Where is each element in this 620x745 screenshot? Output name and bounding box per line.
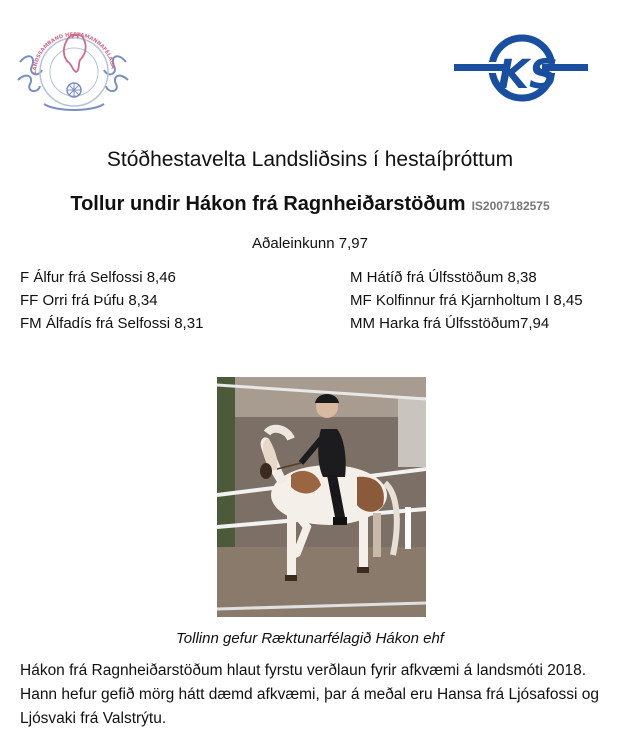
description: Hákon frá Ragnheiðarstöðum hlaut fyrstu verðlaun fyrir afkvæmi á landsmóti 2018. Hann hefur gefið mörg hátt dæmd afkvæmi, þar á meðal eru Hansa frá Ljósafossi og Ljósvaki frá Valstrýtu. — [20, 662, 599, 727]
page-title: Stóðhestavelta Landsliðsins í hestaíþróttum — [106, 148, 514, 171]
pedigree-dam-side — [350, 266, 583, 335]
seal-icon — [14, 22, 132, 114]
horse-heading — [0, 193, 620, 216]
ks-logo — [450, 28, 590, 106]
ks-logo-text: KS — [498, 52, 558, 98]
photo-caption: Tollinn gefur Ræktunarfélagið Hákon ehf — [176, 630, 444, 647]
pedigree-sire-sire: FF Orri frá Þúfu 8,34 — [20, 292, 158, 309]
pedigree-sire: F Álfur frá Selfossi 8,46 — [20, 269, 176, 286]
pedigree-sire-dam: FM Álfadís frá Selfossi 8,31 — [20, 315, 204, 332]
horse-photo — [217, 377, 426, 617]
horse-name: Tollur undir Hákon frá Ragnheiðarstöðum — [70, 193, 466, 215]
pedigree-dam-sire: MF Kolfinnur frá Kjarnholtum I 8,45 — [350, 292, 583, 309]
pedigree-dam: M Hátíð frá Úlfsstöðum 8,38 — [350, 269, 537, 286]
seal-arc-text: LANDSSAMBAND HESTAMANNAFÉLAGA — [31, 31, 116, 75]
horse-rider-photo-icon — [217, 377, 426, 617]
landssamband-seal-logo — [14, 22, 132, 114]
main-score: Aðaleinkunn 7,97 — [252, 235, 368, 252]
pedigree-sire-side — [20, 266, 203, 335]
horse-id: IS2007182575 — [471, 199, 550, 213]
ks-logo-icon — [450, 28, 590, 106]
pedigree-dam-dam: MM Harka frá Úlfsstöðum7,94 — [350, 315, 550, 332]
